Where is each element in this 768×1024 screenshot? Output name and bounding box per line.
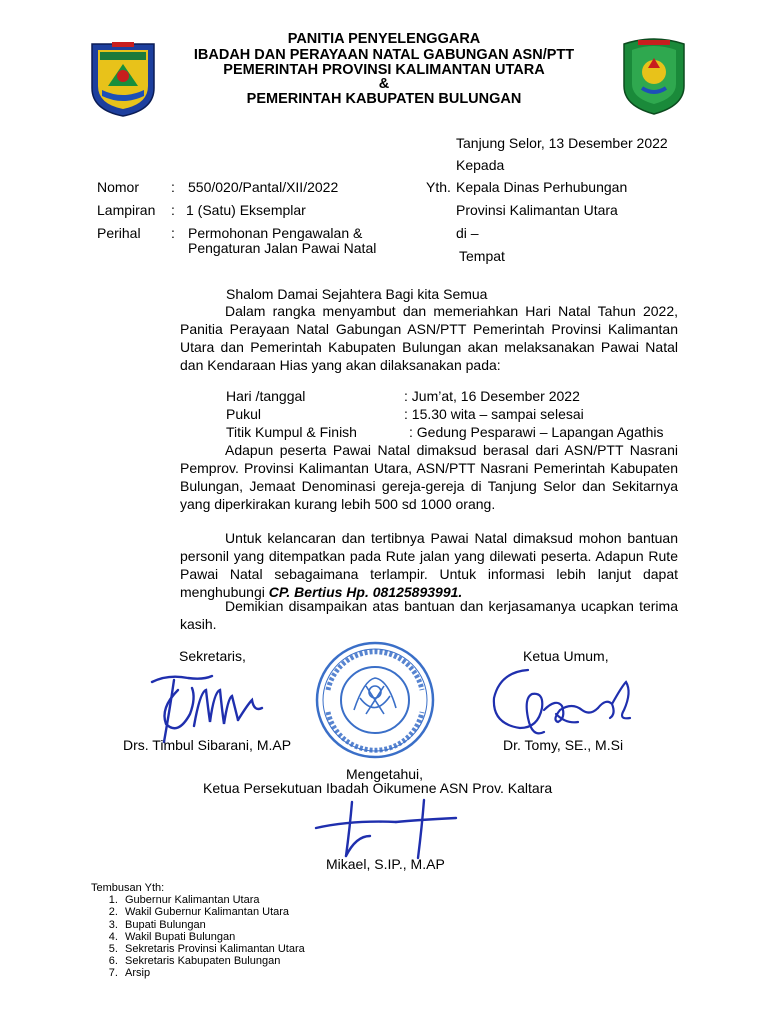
recipient-line-4: Tempat — [459, 248, 505, 264]
perihal-label: Perihal — [97, 225, 141, 241]
cc-item: 1. Gubernur Kalimantan Utara — [121, 894, 305, 906]
cc-item: 7. Arsip — [121, 967, 305, 979]
known-name: Mikael, S.IP., M.AP — [326, 856, 445, 872]
left-signatory-title: Sekretaris, — [179, 648, 246, 664]
recipient-line-3: di – — [456, 225, 479, 241]
right-signatory-title: Ketua Umum, — [523, 648, 609, 664]
letter-date: Tanjung Selor, 13 Desember 2022 — [456, 135, 668, 151]
hari-value: : Jum’at, 16 Desember 2022 — [404, 388, 580, 404]
official-stamp — [314, 640, 436, 760]
nomor-label: Nomor — [97, 179, 140, 195]
titik-label: Titik Kumpul & Finish — [226, 424, 357, 440]
hari-label: Hari /tanggal — [226, 388, 306, 404]
lampiran-label: Lampiran — [97, 202, 156, 218]
recipient-line-2: Provinsi Kalimantan Utara — [456, 202, 618, 218]
known-title: Ketua Persekutuan Ibadah Oikumene ASN Prov. Kaltara — [203, 780, 553, 796]
known-label: Mengetahui, — [346, 766, 424, 782]
right-signatory-name: Dr. Tomy, SE., M.Si — [503, 737, 624, 753]
perihal-colon: : — [171, 225, 175, 241]
perihal-value-2: Pengaturan Jalan Pawai Natal — [188, 240, 377, 256]
paragraph-3-text: Untuk kelancaran dan tertibnya Pawai Natal dimaksud mohon bantuan personil yang ditempatkan pada Rute jalan yang dilewati peserta. Adapun Rute Pawai Natal sebagaimana terlampir. Untuk informasi lebih lanjut dapat menghubungi — [180, 530, 678, 600]
body-paragraph-3 — [180, 529, 678, 601]
pukul-label: Pukul — [226, 406, 262, 422]
nomor-colon: : — [171, 179, 175, 195]
cc-title: Tembusan Yth: — [91, 882, 165, 894]
contact-person: CP. Bertius Hp. 08125893991. — [268, 584, 463, 600]
cc-item: 4. Wakil Bupati Bulungan — [121, 931, 305, 943]
recipient-yth: Yth. — [426, 179, 451, 195]
recipient-kepada: Kepada — [456, 157, 505, 173]
perihal-value-1: Permohonan Pengawalan & — [188, 225, 363, 241]
titik-value: : Gedung Pesparawi – Lapangan Agathis — [409, 424, 664, 440]
signature-right — [486, 662, 636, 746]
signature-center — [312, 796, 460, 862]
cc-item: 5. Sekretaris Provinsi Kalimantan Utara — [121, 943, 305, 955]
lampiran-value: 1 (Satu) Eksemplar — [186, 202, 306, 218]
header-line-4: & — [378, 76, 390, 92]
header-line-2: IBADAH DAN PERAYAAN NATAL GABUNGAN ASN/PTT — [193, 47, 575, 63]
left-signatory-name: Drs. Timbul Sibarani, M.AP — [123, 737, 292, 753]
lampiran-colon: : — [171, 202, 175, 218]
header-line-5: PEMERINTAH KABUPATEN BULUNGAN — [246, 91, 522, 107]
body-paragraph-2: Adapun peserta Pawai Natal dimaksud berasal dari ASN/PTT Nasrani Pemprov. Provinsi Kalimantan Utara, ASN/PTT Nasrani Pemerintah Kabupaten Bulungan, Jemaat Denominasi gereja-gereja di Tanjung Selor dan Sekitarnya yang diperkirakan kurang lebih 500 sd 1000 orang. — [180, 442, 678, 512]
cc-list — [91, 894, 305, 979]
cc-item: 6. Sekretaris Kabupaten Bulungan — [121, 955, 305, 967]
cc-item: 3. Bupati Bulungan — [121, 919, 305, 931]
cc-block — [91, 882, 305, 980]
recipient-line-1: Kepala Dinas Perhubungan — [456, 179, 628, 195]
cc-item: 2. Wakil Gubernur Kalimantan Utara — [121, 906, 305, 918]
greeting: Shalom Damai Sejahtera Bagi kita Semua — [226, 286, 488, 302]
nomor-value: 550/020/Pantal/XII/2022 — [188, 179, 339, 195]
header-line-1: PANITIA PENYELENGGARA — [287, 31, 481, 47]
header-line-3: PEMERINTAH PROVINSI KALIMANTAN UTARA — [223, 62, 545, 78]
pukul-value: : 15.30 wita – sampai selesai — [404, 406, 584, 422]
body-paragraph-4: Demikian disampaikan atas bantuan dan kerjasamanya ucapkan terima kasih. — [180, 598, 678, 632]
body-paragraph-1: Dalam rangka menyambut dan memeriahkan Hari Natal Tahun 2022, Panitia Perayaan Natal Gabungan ASN/PTT Pemerintah Provinsi Kalimantan Utara dan Pemerintah Kabupaten Bulungan akan melaksanakan Pawai Natal dan Kendaraan Hias yang akan dilaksanakan pada: — [180, 303, 678, 373]
